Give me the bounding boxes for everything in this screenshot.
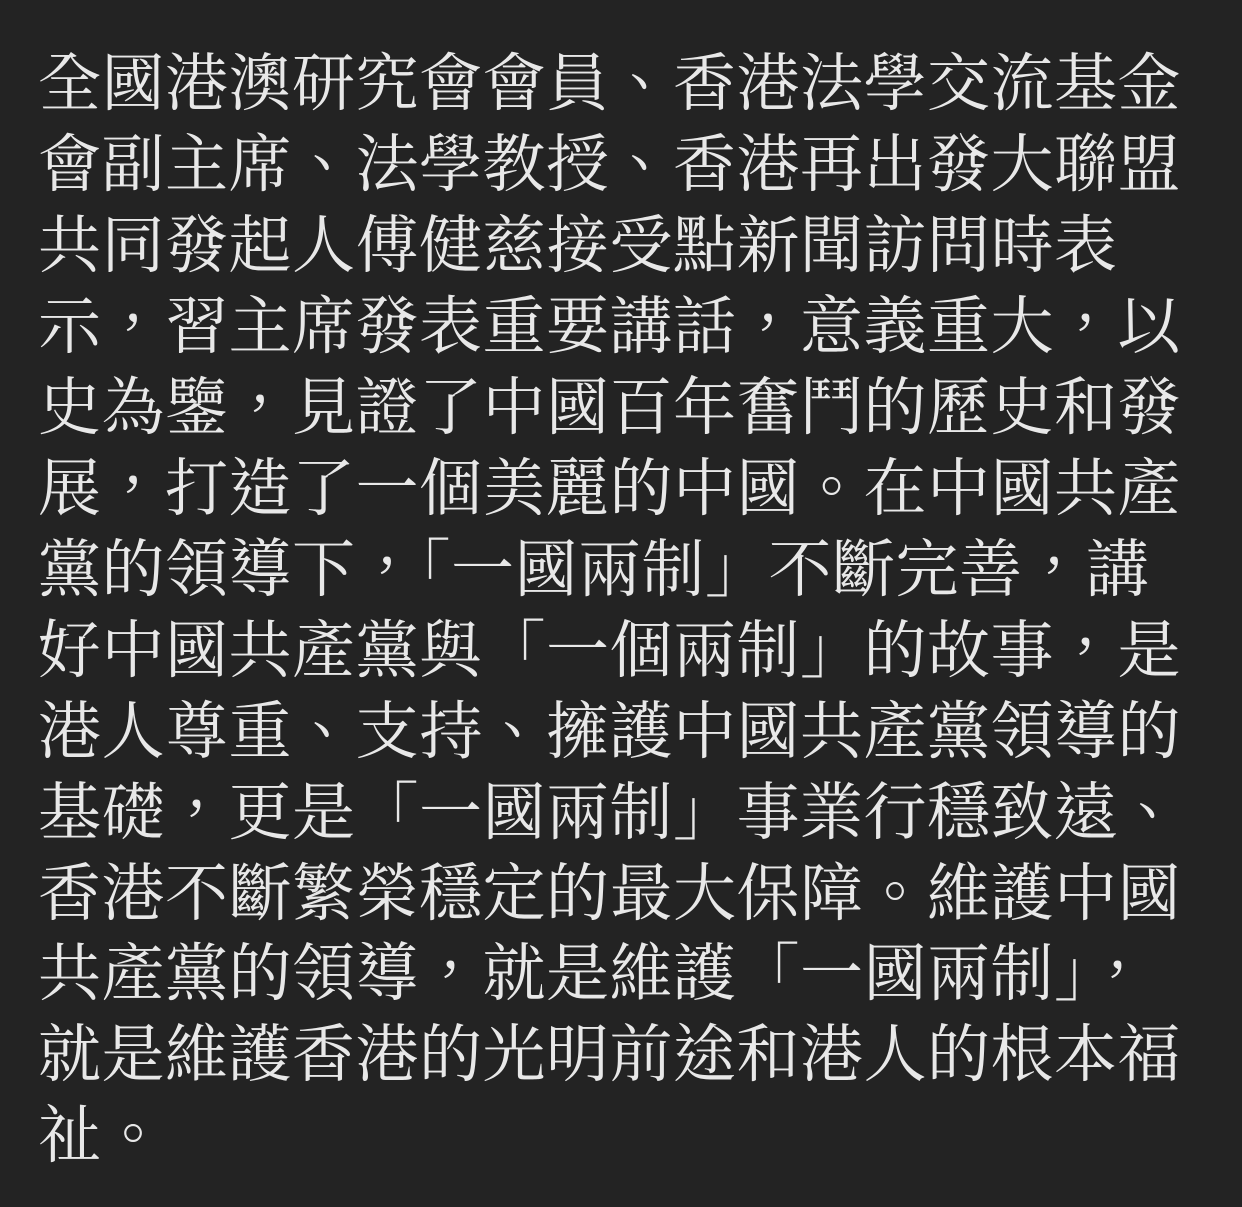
article-paragraph: 全國港澳研究會會員、香港法學交流基金會副主席、法學教授、香港再出發大聯盟共同發起人傅健慈接受點新聞訪問時表示，習主席發表重要講話，意義重大，以史為鑒，見證了中國百年奮鬥的歷史和發展，打造了一個美麗的中國。在中國共產黨的領導下，「一國兩制」不斷完善，講好中國共產黨與「一個兩制」的故事，是港人尊重、支持、擁護中國共產黨領導的基礎，更是「一國兩制」事業行穩致遠、香港不斷繁榮穩定的最大保障。維護中國共產黨的領導，就是維護「一國兩制」，就是維護香港的光明前途和港人的根本福祉。 <box>38 49 1181 1172</box>
article-text-block <box>38 44 1204 1177</box>
